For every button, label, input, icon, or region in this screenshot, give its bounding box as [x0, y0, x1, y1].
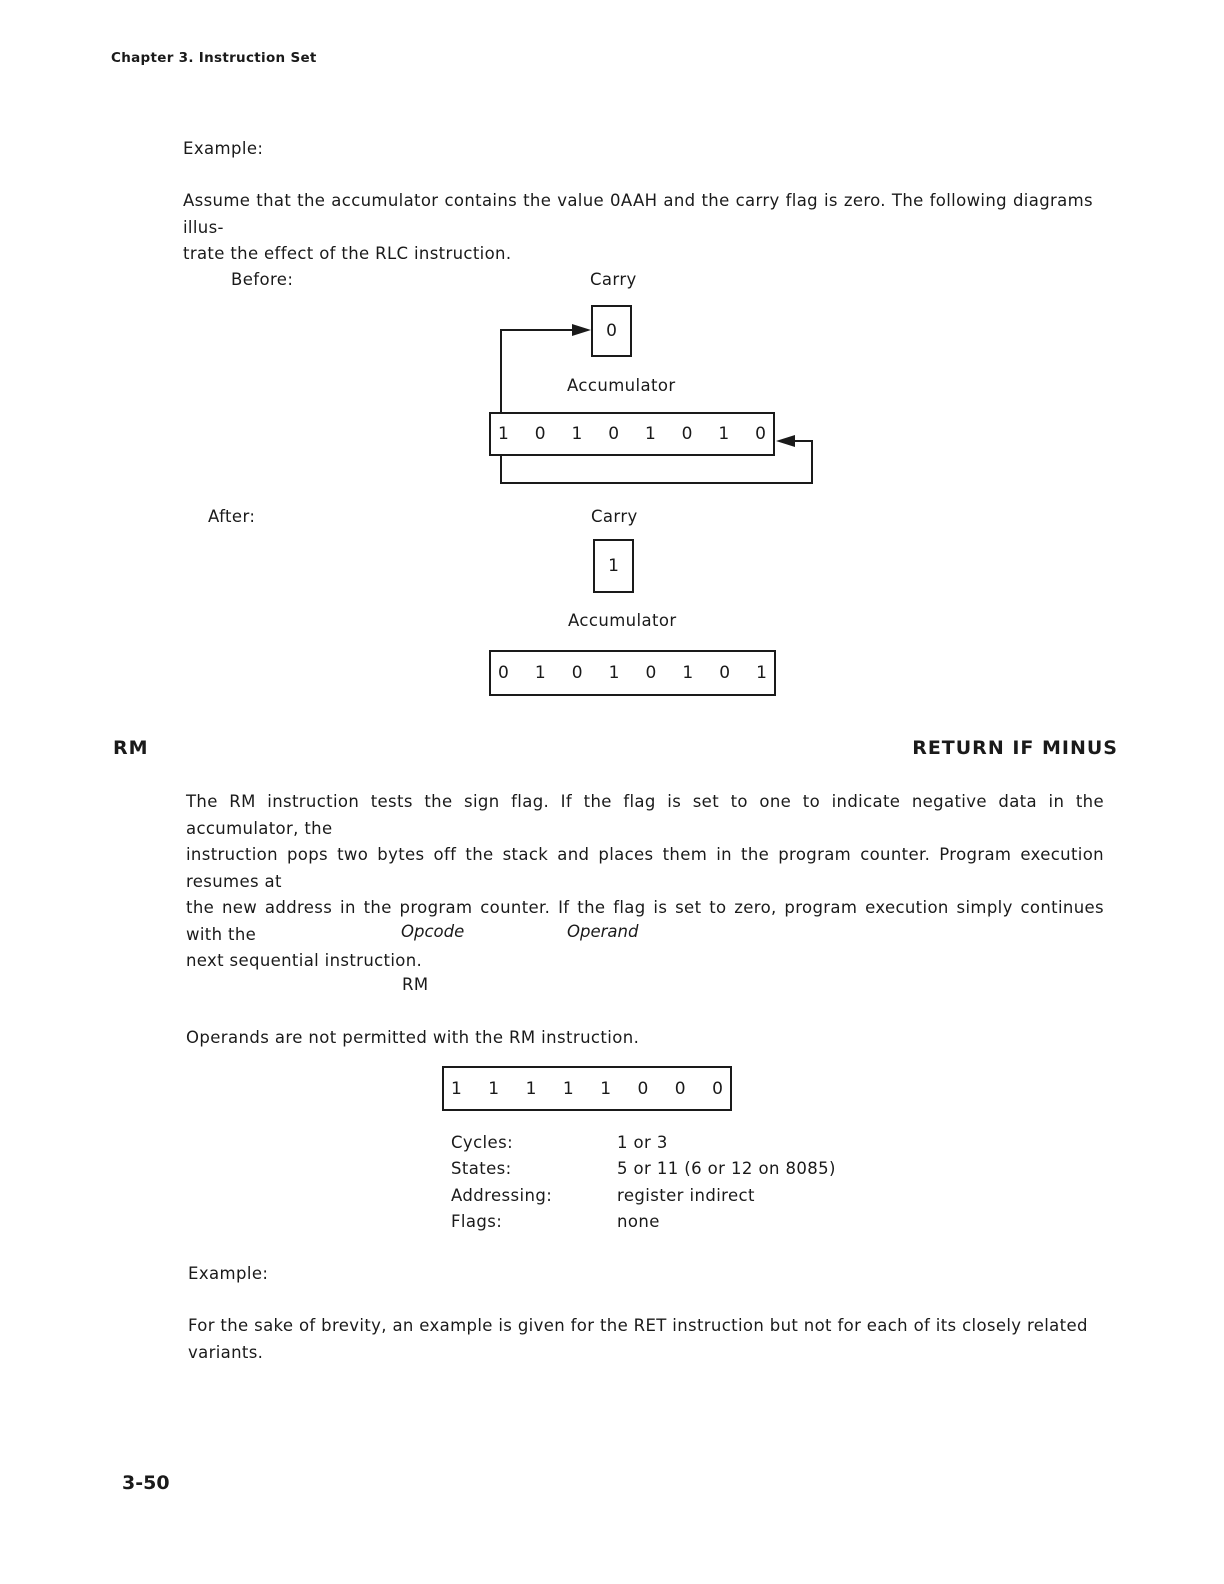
bit: 1 [562, 1078, 574, 1099]
arrow-head-to-carry [572, 324, 591, 336]
bit: 0 [637, 1078, 649, 1099]
section-mnemonic: RM [113, 737, 149, 759]
spec-label-addressing: Addressing: [451, 1186, 553, 1205]
description-line: instruction pops two bytes off the stack and places them in the program counter. Program execution resumes at [186, 845, 1104, 891]
rm-example-text [188, 1313, 1088, 1366]
operand-note: Operands are not permitted with the RM instruction. [186, 1028, 640, 1047]
spec-label-flags: Flags: [451, 1212, 503, 1231]
page-number: 3-50 [122, 1472, 170, 1494]
bit: 1 [718, 424, 730, 444]
bit: 1 [488, 1078, 500, 1099]
before-carry-value: 0 [606, 321, 617, 341]
after-label: After: [208, 507, 256, 526]
bit: 0 [681, 424, 693, 444]
after-accumulator-label: Accumulator [568, 611, 677, 630]
bit: 0 [712, 1078, 723, 1099]
spec-value-states: 5 or 11 (6 or 12 on 8085) [617, 1159, 836, 1178]
spec-label-states: States: [451, 1159, 512, 1178]
bit: 1 [571, 424, 583, 444]
bit: 1 [682, 663, 694, 683]
bit: 1 [498, 424, 509, 444]
bit: 0 [498, 663, 509, 683]
description-line: the new address in the program counter. If the flag is set to zero, program execution simply continues with the [186, 898, 1104, 944]
spec-value-cycles: 1 or 3 [617, 1133, 668, 1152]
rlc-intro-line: Assume that the accumulator contains the value 0AAH and the carry flag is zero. The following diagrams illus- [183, 191, 1093, 237]
encoding-bits [444, 1068, 730, 1109]
before-label: Before: [231, 270, 294, 289]
bit: 0 [571, 663, 583, 683]
bit: 1 [600, 1078, 612, 1099]
rm-description [186, 789, 1104, 975]
rlc-intro-line: trate the effect of the RLC instruction. [183, 244, 512, 263]
section-title: RETURN IF MINUS [912, 737, 1118, 759]
bit7-to-carry-line [501, 330, 578, 412]
bit: 1 [608, 663, 620, 683]
example-line: For the sake of brevity, an example is given for the RET instruction but not for each of its closely related [188, 1316, 1088, 1335]
bit: 1 [534, 663, 546, 683]
after-bits [491, 652, 774, 694]
bit: 0 [755, 424, 766, 444]
arrow-head-to-bit0 [776, 435, 795, 447]
after-carry-value: 1 [608, 556, 619, 576]
bit7-to-bit0-line [501, 441, 812, 483]
bit: 0 [645, 663, 657, 683]
bit: 1 [756, 663, 767, 683]
bit: 0 [534, 424, 546, 444]
rlc-example-heading: Example: [183, 139, 264, 158]
bit: 1 [451, 1078, 462, 1099]
before-carry-label: Carry [590, 270, 637, 289]
spec-label-cycles: Cycles: [451, 1133, 514, 1152]
spec-value-flags: none [617, 1212, 660, 1231]
opcode-header: Opcode [401, 922, 465, 941]
example-line: variants. [188, 1342, 264, 1362]
running-header: Chapter 3. Instruction Set [111, 50, 317, 66]
bit: 1 [644, 424, 656, 444]
operand-header: Operand [567, 922, 639, 941]
after-carry-label: Carry [591, 507, 638, 526]
after-accumulator-register [489, 650, 776, 696]
bit: 0 [674, 1078, 686, 1099]
rm-encoding-register [442, 1066, 732, 1111]
opcode-value: RM [402, 975, 429, 994]
rm-example-heading: Example: [188, 1264, 269, 1283]
bit: 1 [525, 1078, 537, 1099]
before-accumulator-label: Accumulator [567, 376, 676, 395]
after-carry-box [593, 539, 634, 593]
description-line: next sequential instruction. [186, 951, 423, 970]
description-line: The RM instruction tests the sign flag. If the flag is set to one to indicate negative data in the accumulator, the [186, 792, 1104, 838]
bit: 0 [719, 663, 731, 683]
spec-value-addressing: register indirect [617, 1186, 755, 1205]
bit: 0 [608, 424, 620, 444]
